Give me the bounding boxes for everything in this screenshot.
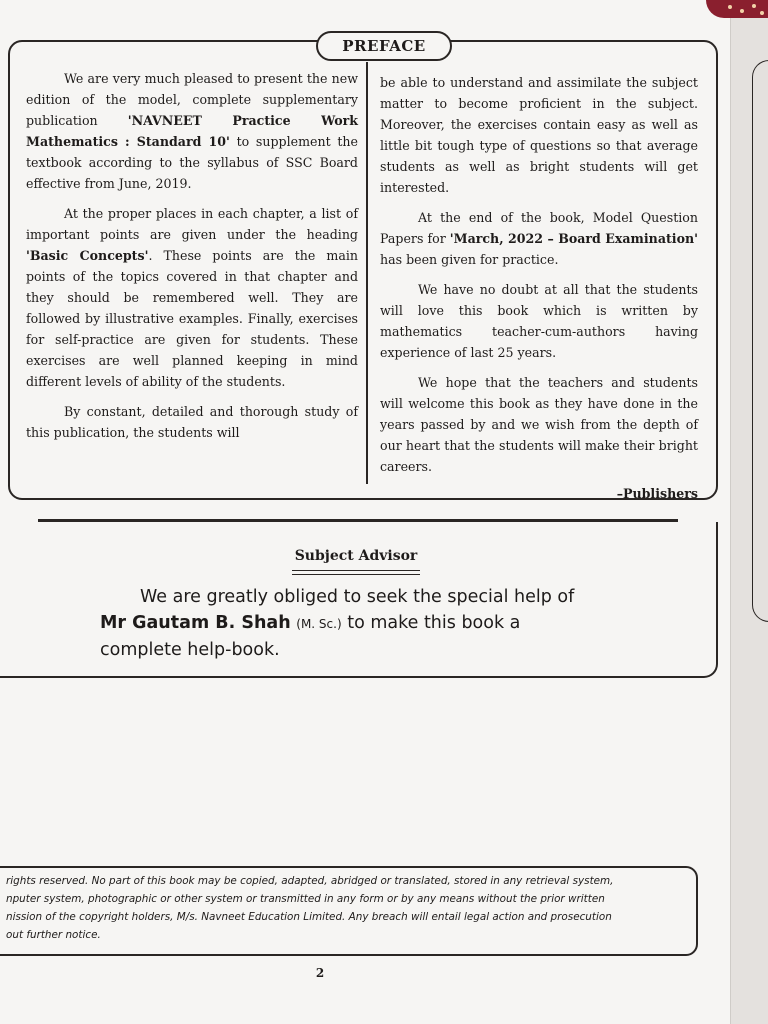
preface-paragraph: We have no doubt at all that the students will love this book which is written by mathematics teacher-cum-authors having experience of last 25 years. — [380, 282, 698, 360]
preface-paragraph: At the end of the book, Model Question Papers for 'March, 2022 – Board Examination' has been given for practice. — [380, 210, 698, 267]
preface-paragraph: At the proper places in each chapter, a list of important points are given under the heading 'Basic Concepts'. These points are the main points of the topics covered in that chapter and they should be remembered well. They are followed by illustrative examples. Finally, exercises for self-practice are given for students. These exercises are well planned keeping in mind different levels of ability of the students. — [26, 206, 358, 389]
preface-paragraph: be able to understand and assimilate the subject matter to become proficient in the subject. Moreover, the exercises contain easy as well as little bit tough type of questions so that average students as well as bright students will get interested. — [380, 75, 698, 195]
corner-decoration — [706, 0, 768, 18]
advisor-title-underline — [292, 570, 420, 575]
advisor-line-1: We are greatly obliged to seek the special help of — [140, 587, 575, 607]
advisor-text — [100, 584, 620, 663]
publishers-signature: –Publishers — [616, 486, 698, 501]
preface-paragraph: By constant, detailed and thorough study of this publication, the students will — [26, 404, 358, 440]
rights-line: rights reserved. No part of this book may be copied, adapted, abridged or translated, stored in any retrieval system, — [6, 875, 614, 887]
advisor-line-3: complete help-book. — [100, 640, 280, 660]
column-divider — [366, 62, 368, 484]
advisor-qualification: (M. Sc.) — [296, 617, 342, 631]
advisor-title: Subject Advisor — [294, 548, 418, 564]
rights-notice — [6, 872, 686, 944]
rights-line: nputer system, photographic or other system or transmitted in any form or by any means without the prior written — [6, 893, 605, 905]
preface-title: PREFACE — [316, 31, 452, 61]
advisor-name: Mr Gautam B. Shah — [100, 613, 291, 633]
page-number: 2 — [315, 966, 325, 980]
preface-paragraph: We are very much pleased to present the new edition of the model, complete supplementary publication 'NAVNEET Practice Work Mathematics : Standard 10' to supplement the textbook according to the syllabus of SSC Board effective from June, 2019. — [26, 71, 358, 191]
preface-right-column — [380, 72, 698, 504]
rights-line: nission of the copyright holders, M/s. Navneet Education Limited. Any breach will entail legal action and prosecution — [6, 911, 612, 923]
adjacent-page-border — [752, 60, 768, 622]
rights-line: out further notice. — [6, 929, 101, 941]
advisor-line-2: Mr Gautam B. Shah (M. Sc.) to make this book a — [100, 613, 521, 633]
preface-paragraph: We hope that the teachers and students will welcome this book as they have done in the years passed by and we wish from the depth of our heart that the students will make their bright careers. — [380, 375, 698, 474]
preface-left-column — [26, 68, 358, 443]
